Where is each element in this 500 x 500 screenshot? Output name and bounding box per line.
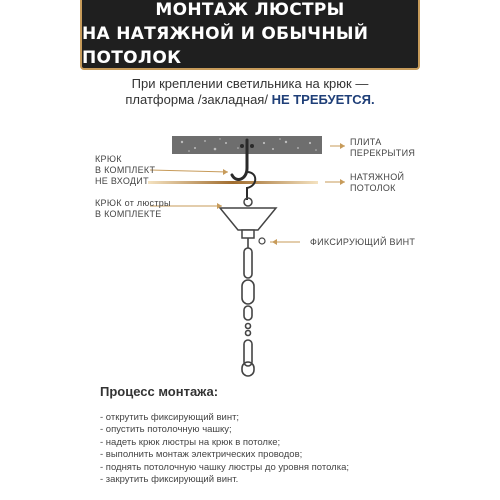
process-title: Процесс монтажа:	[100, 384, 219, 399]
intro-plain: платформа /закладная/	[125, 92, 272, 107]
stretch-ceiling-label: НАТЯЖНОЙ ПОТОЛОК	[350, 172, 405, 193]
ceiling-cup	[220, 198, 276, 238]
screw-label: ФИКСИРУЮЩИЙ ВИНТ	[310, 237, 416, 247]
chain	[242, 238, 254, 376]
title-line-1: МОНТАЖ ЛЮСТРЫ	[155, 0, 345, 20]
process-step: - поднять потолочную чашку люстры до уровня потолка;	[100, 461, 350, 473]
title-line-2: НА НАТЯЖНОЙ И ОБЫЧНЫЙ ПОТОЛОК	[82, 24, 369, 68]
process-step: - надеть крюк люстры на крюк в потолке;	[100, 436, 281, 448]
process-step: - закрутить фиксирующий винт.	[100, 474, 239, 486]
chandelier-hook	[247, 172, 255, 200]
intro-line-1: При креплении светильника на крюк —	[131, 76, 369, 91]
process-step: - опустить потолочную чашку;	[100, 424, 232, 436]
process-step: - открутить фиксирующий винт;	[100, 412, 240, 423]
hook-label: КРЮК В КОМПЛЕКТ НЕ ВХОДИТ	[95, 154, 156, 186]
intro-emphasis: НЕ ТРЕБУЕТСЯ.	[271, 92, 375, 107]
slab-arrow-icon	[340, 143, 345, 149]
stretch-arrow-icon	[340, 179, 345, 185]
stretch-ceiling-line	[148, 181, 318, 184]
process-step: - выполнить монтаж электрических проводов;	[100, 449, 303, 461]
slab-label: ПЛИТА ПЕРЕКРЫТИЯ	[350, 137, 416, 158]
screw-arrow-icon	[272, 239, 277, 245]
fixing-screw	[259, 238, 265, 244]
process-steps	[100, 412, 349, 486]
hook-arrow-icon	[223, 169, 228, 175]
hook-leader	[150, 170, 228, 172]
chandelier-hook-label: КРЮК от люстры В КОМПЛЕКТЕ	[95, 198, 171, 219]
